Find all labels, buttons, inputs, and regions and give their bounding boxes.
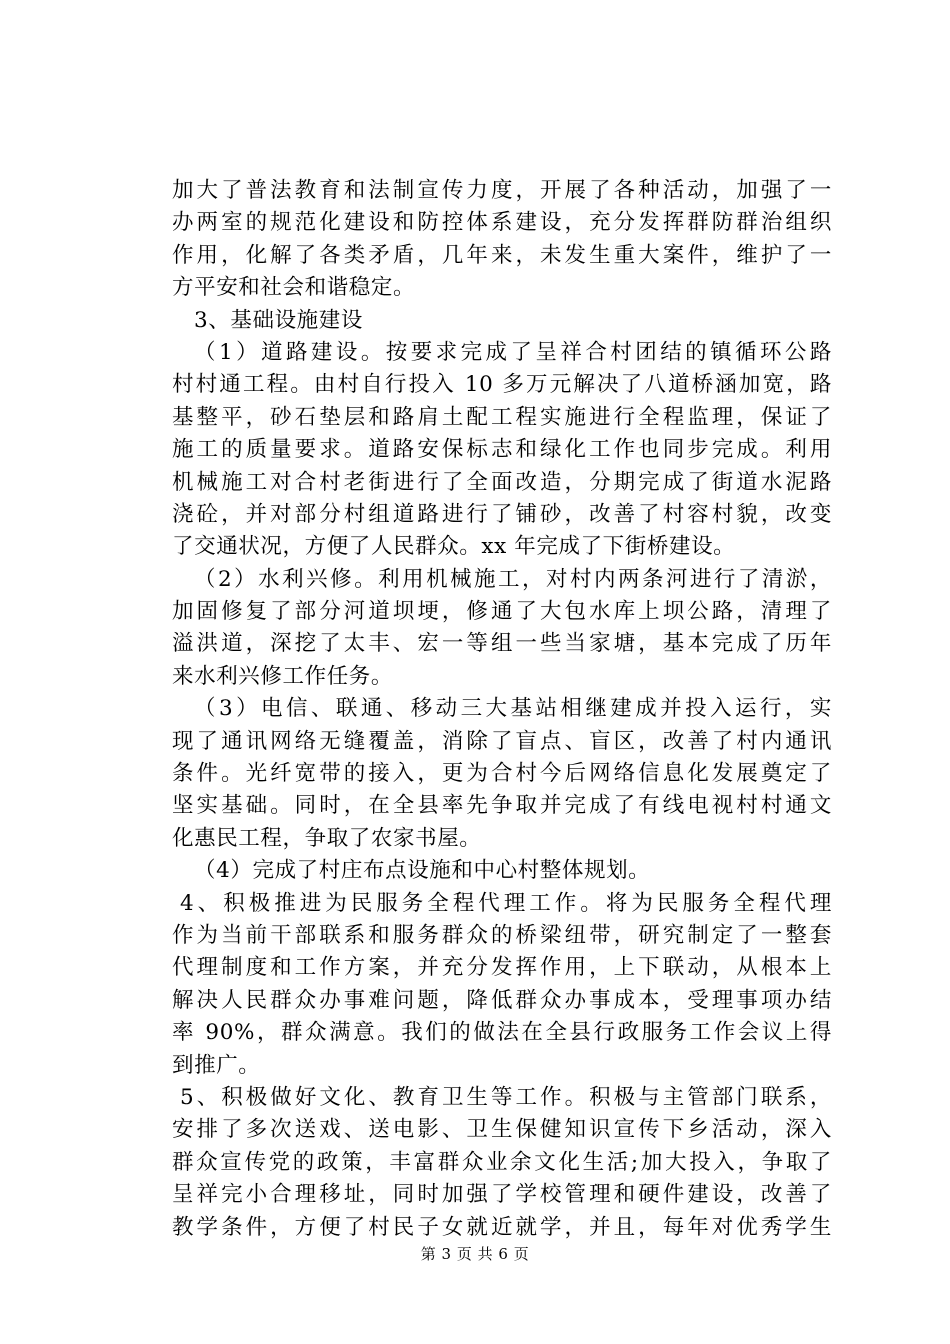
text-line: 率 90%，群众满意。我们的做法在全县行政服务工作会议上得 (172, 1020, 832, 1046)
text-line: 浇砼，并对部分村组道路进行了铺砂，改善了村容村貌，改变 (172, 501, 832, 527)
text-line: 来水利兴修工作任务。 (172, 663, 394, 689)
text-line: 群众宣传党的政策，丰富群众业余文化生活;加大投入，争取了 (172, 1149, 832, 1175)
text-line: 坚实基础。同时，在全县率先争取并完成了有线电视村村通文 (172, 793, 832, 819)
text-line: 溢洪道，深挖了太丰、宏一等组一些当家塘，基本完成了历年 (172, 631, 832, 657)
text-line: 作用，化解了各类矛盾，几年来，未发生重大案件，维护了一 (172, 242, 832, 268)
text-line: 3、基础设施建设 (194, 307, 363, 333)
text-line: 方平安和社会和谐稳定。 (172, 275, 416, 301)
text-line: 5、积极做好文化、教育卫生等工作。积极与主管部门联系， (180, 1084, 832, 1110)
text-line: 施工的质量要求。道路安保标志和绿化工作也同步完成。利用 (172, 437, 832, 463)
text-line: （4）完成了村庄布点设施和中心村整体规划。 (194, 858, 651, 884)
text-line: 村村通工程。由村自行投入 10 多万元解决了八道桥涵加宽，路 (172, 372, 832, 398)
text-line: 现了通讯网络无缝覆盖，消除了盲点、盲区，改善了村内通讯 (172, 728, 832, 754)
text-line: 了交通状况，方便了人民群众。xx 年完成了下街桥建设。 (172, 534, 736, 560)
page-footer: 第 3 页 共 6 页 (420, 1245, 530, 1263)
text-line: 加固修复了部分河道坝埂，修通了大包水库上坝公路，清理了 (172, 599, 832, 625)
document-body (172, 175, 832, 1244)
text-line: （3）电信、联通、移动三大基站相继建成并投入运行，实 (194, 696, 832, 722)
text-line: 化惠民工程，争取了农家书屋。 (172, 825, 482, 851)
text-line: 基整平，砂石垫层和路肩土配工程实施进行全程监理，保证了 (172, 404, 832, 430)
text-line: 安排了多次送戏、送电影、卫生保健知识宣传下乡活动，深入 (172, 1117, 832, 1143)
text-line: 教学条件，方便了村民子女就近就学，并且，每年对优秀学生 (172, 1214, 832, 1240)
text-line: 加大了普法教育和法制宣传力度，开展了各种活动，加强了一 (172, 178, 832, 203)
text-line: 条件。光纤宽带的接入，更为合村今后网络信息化发展奠定了 (172, 761, 832, 787)
text-line: 到推广。 (172, 1052, 261, 1078)
text-line: 办两室的规范化建设和防控体系建设，充分发挥群防群治组织 (172, 210, 832, 236)
text-line: 解决人民群众办事难问题，降低群众办事成本，受理事项办结 (172, 987, 832, 1013)
text-line: 代理制度和工作方案，并充分发挥作用，上下联动，从根本上 (172, 955, 832, 981)
text-line: 作为当前干部联系和服务群众的桥梁纽带，研究制定了一整套 (172, 922, 832, 948)
text-line: （1）道路建设。按要求完成了呈祥合村团结的镇循环公路 (194, 339, 832, 365)
text-line: 呈祥完小合理移址，同时加强了学校管理和硬件建设，改善了 (172, 1182, 832, 1208)
text-line: （2）水利兴修。利用机械施工，对村内两条河进行了清淤， (194, 566, 832, 592)
text-line: 4、积极推进为民服务全程代理工作。将为民服务全程代理 (180, 890, 832, 916)
text-line: 机械施工对合村老街进行了全面改造，分期完成了街道水泥路 (172, 469, 832, 495)
